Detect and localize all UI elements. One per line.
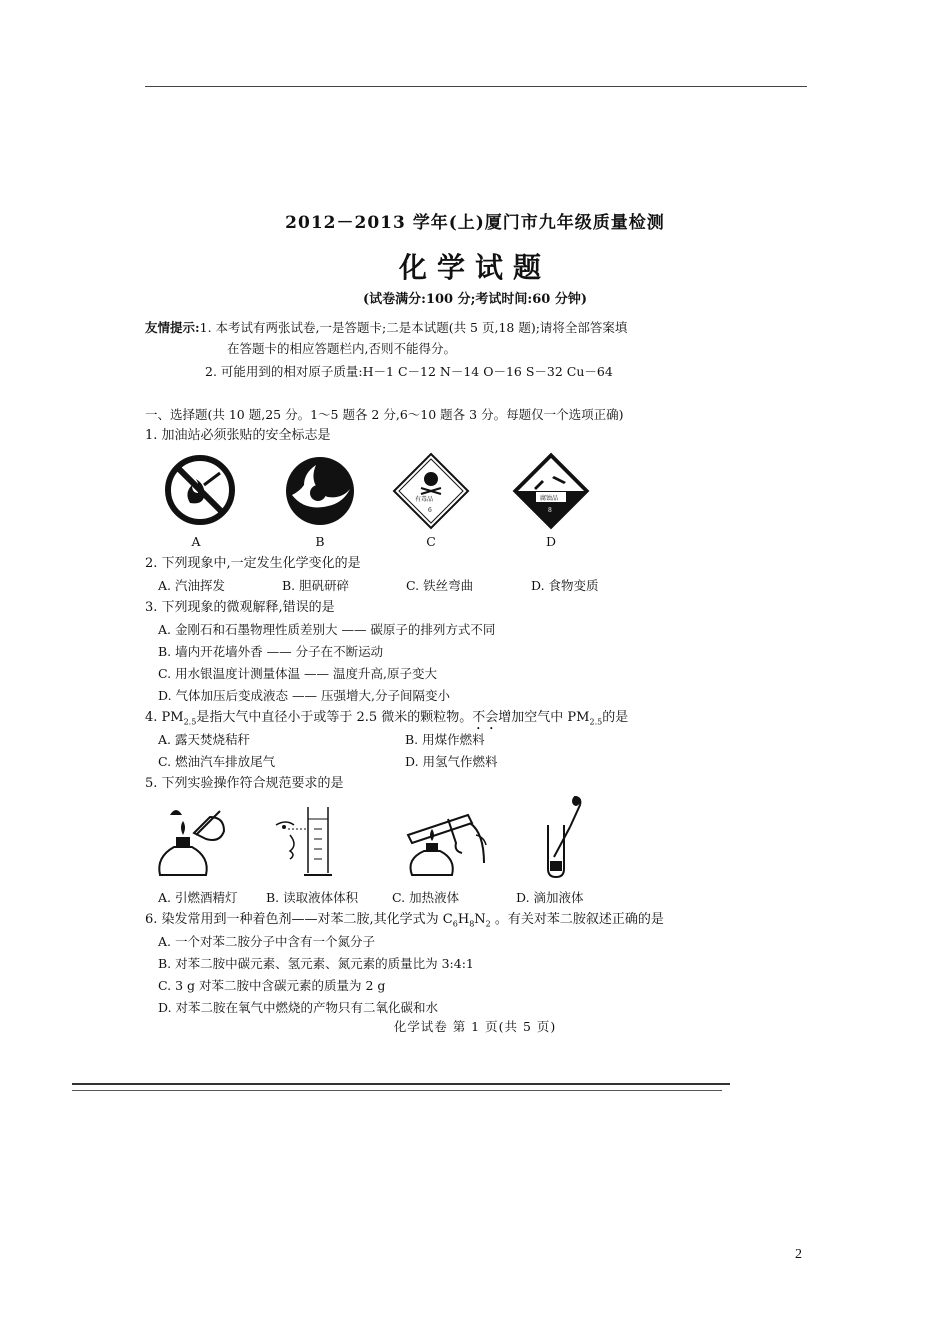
page-number: 2 xyxy=(795,1247,802,1262)
q4-stem-part: 的是 xyxy=(602,710,629,725)
corrosive-sign-label: 腐蚀品 xyxy=(540,495,559,502)
toxic-sign-icon xyxy=(392,452,470,530)
q3-stem: 3. 下列现象的微观解释,错误的是 xyxy=(145,600,335,615)
toxic-sign-number: 6 xyxy=(428,507,432,514)
no-fire-sign-icon xyxy=(160,455,240,525)
corrosive-sign-icon xyxy=(512,452,590,530)
q1-label-d: D xyxy=(545,534,557,549)
q4-subscript: 2.5 xyxy=(183,717,197,727)
bottom-rule-secondary xyxy=(72,1090,722,1091)
q1-label-c: C xyxy=(426,534,436,549)
q6-stem-part: 。有关对苯二胺叙述正确的是 xyxy=(490,912,664,927)
q4-emphasis: 不会 xyxy=(472,710,499,725)
q1-stem: 1. 加油站必须张贴的安全标志是 xyxy=(145,428,331,443)
corrosive-sign-number: 8 xyxy=(548,507,552,514)
exam-meta: (试卷满分:100 分;考试时间:60 分钟) xyxy=(363,292,587,307)
q5-option-d: D. 滴加液体 xyxy=(516,890,584,905)
section-heading: 一、选择题(共 10 题,25 分。1～5 题各 2 分,6～10 题各 3 分。每题仅一个选项正确) xyxy=(145,407,624,422)
tip-1a: 1. 本考试有两张试卷,一是答题卡;二是本试题(共 5 页,18 题);请将全部答案填 xyxy=(199,320,628,335)
q3-option-a: A. 金刚石和石墨物理性质差别大 —— 碳原子的排列方式不同 xyxy=(158,622,496,637)
q6-option-c: C. 3 g 对苯二胺中含碳元素的质量为 2 g xyxy=(158,978,386,993)
q6-formula-sub: 2 xyxy=(485,919,491,929)
q2-option-b: B. 胆矾研碎 xyxy=(282,578,350,593)
q6-option-b: B. 对苯二胺中碳元素、氢元素、氮元素的质量比为 3:4:1 xyxy=(158,956,474,971)
tip-1b-text: 在答题卡的相应答题栏内,否则不能得分。 xyxy=(227,341,456,356)
top-rule xyxy=(145,86,807,87)
q3-option-d: D. 气体加压后变成液态 —— 压强增大,分子间隔变小 xyxy=(158,688,450,703)
q6-formula-sub: 8 xyxy=(469,919,475,929)
toxic-sign-label: 有毒品 xyxy=(415,496,434,503)
q6-option-d: D. 对苯二胺在氧气中燃烧的产物只有二氧化碳和水 xyxy=(158,1000,439,1015)
q2-option-a: A. 汽油挥发 xyxy=(158,578,225,593)
q2-option-c: C. 铁丝弯曲 xyxy=(406,578,474,593)
q1-label-a: A xyxy=(191,534,201,549)
exam-subtitle: 2012－2013 学年(上)厦门市九年级质量检测 xyxy=(285,213,665,233)
dropping-liquid-icon xyxy=(540,795,590,880)
tip-2: 2. 可能用到的相对原子质量:H－1 C－12 N－14 O－16 S－32 Cu－64 xyxy=(205,364,613,379)
q2-option-d: D. 食物变质 xyxy=(531,578,599,593)
q5-stem: 5. 下列实验操作符合规范要求的是 xyxy=(145,776,344,791)
q2-stem: 2. 下列现象中,一定发生化学变化的是 xyxy=(145,556,361,571)
q4-stem-part: 增加空气中 PM xyxy=(498,710,590,725)
water-drop-sign-icon xyxy=(282,455,358,527)
exam-title: 化学试题 xyxy=(398,251,551,284)
graduated-cylinder-reading-icon xyxy=(270,805,340,880)
bottom-rule xyxy=(72,1083,730,1085)
q6-formula-sub: 6 xyxy=(452,919,458,929)
q5-option-b: B. 读取液体体积 xyxy=(266,890,359,905)
q6-formula-element: N xyxy=(474,912,486,927)
q4-stem-part: 是指大气中直径小于或等于 2.5 微米的颗粒物。 xyxy=(196,710,473,725)
q6-option-a: A. 一个对苯二胺分子中含有一个氮分子 xyxy=(158,934,375,949)
q4-subscript: 2.5 xyxy=(589,717,603,727)
q5-option-c: C. 加热液体 xyxy=(392,890,460,905)
q4-stem-part: 4. PM xyxy=(145,710,184,725)
q5-option-a: A. 引燃酒精灯 xyxy=(158,890,238,905)
alcohol-lamp-ignition-icon xyxy=(150,805,230,880)
q6-stem xyxy=(145,910,664,935)
q4-option-a: A. 露天焚烧秸秆 xyxy=(158,732,250,747)
q3-option-b: B. 墙内开花墙外香 —— 分子在不断运动 xyxy=(158,644,384,659)
tips-block xyxy=(145,318,627,338)
tips-label: 友情提示: xyxy=(145,320,200,335)
q4-option-d: D. 用氢气作燃料 xyxy=(405,754,498,769)
q6-formula-element: H xyxy=(457,912,470,927)
tip-1b xyxy=(227,339,456,359)
q4-option-c: C. 燃油汽车排放尾气 xyxy=(158,754,276,769)
q4-option-b: B. 用煤作燃料 xyxy=(405,732,485,747)
page-footer: 化学试卷 第 1 页(共 5 页) xyxy=(393,1019,557,1034)
heating-liquid-icon xyxy=(398,805,498,880)
q6-stem-part: 6. 染发常用到一种着色剂——对苯二胺,其化学式为 C xyxy=(145,912,453,927)
q1-label-b: B xyxy=(315,534,325,549)
q3-option-c: C. 用水银温度计测量体温 —— 温度升高,原子变大 xyxy=(158,666,437,681)
